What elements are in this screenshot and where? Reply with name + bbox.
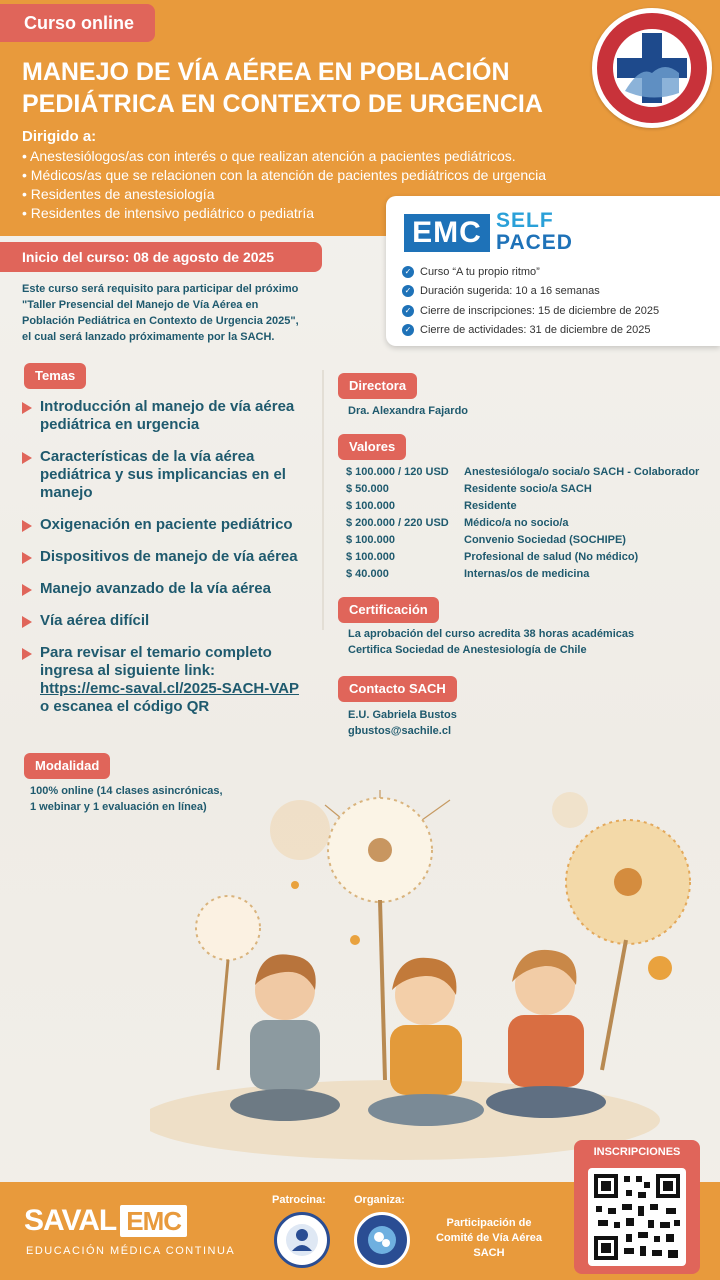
syllabus-link[interactable]: https://emc-saval.cl/2025-SACH-VAP [40,680,299,697]
tema-item [22,398,322,434]
valor-desc: Médico/a no socio/a [464,517,569,529]
valor-row [346,566,699,583]
valor-desc: Anestesióloga/o socia/o SACH - Colaborador [464,466,700,478]
temas-label: Temas [24,363,86,389]
valores-label: Valores [338,434,406,460]
feature-text: Curso “A tu propio ritmo” [420,265,540,278]
valor-price: $ 100.000 [346,500,395,512]
requirement-text [22,281,322,345]
self-label: SELF [496,209,554,232]
feature-row [402,321,659,341]
arrow-icon [22,452,32,464]
audience-heading: Dirigido a: [22,128,97,145]
inscripciones-qr-box[interactable] [574,1140,700,1274]
tema-item [22,516,322,534]
feature-text: Cierre de inscripciones: 15 de diciembre de 2025 [420,304,660,317]
title-line: MANEJO DE VÍA AÉREA EN POBLACIÓN [22,58,510,86]
valor-row [346,481,699,498]
organizer-logo [354,1212,410,1268]
emc-features [402,262,659,340]
check-icon: ✓ [402,324,414,336]
feature-row [402,282,659,302]
requirement-line: Este curso será requisito para participar del próximo [22,283,299,295]
column-divider [322,370,324,630]
tema-line: Oxigenación en paciente pediátrico [40,516,293,533]
check-icon: ✓ [402,285,414,297]
tema-line: ingresa al siguiente link: [40,662,216,679]
tema-item [22,448,322,502]
certificacion-line: Certifica Sociedad de Anestesiología de Chile [348,644,587,656]
saval-emc-logo [24,1204,187,1238]
feature-text: Duración sugerida: 10 a 16 semanas [420,285,600,298]
qr-code[interactable] [588,1168,686,1266]
valor-price: $ 200.000 / 220 USD [346,517,449,529]
valor-row [346,498,699,515]
valor-price: $ 100.000 [346,551,395,563]
tema-line: Introducción al manejo de vía aérea [40,398,295,415]
valor-row [346,515,699,532]
modalidad-line: 100% online (14 clases asincrónicas, [30,785,223,797]
tema-line: o escanea el código QR [40,698,210,715]
saval-subtitle: EDUCACIÓN MÉDICA CONTINUA [26,1245,236,1257]
valor-row [346,464,699,481]
tema-line: Para revisar el temario completo [40,644,272,661]
valor-price: $ 100.000 [346,534,395,546]
participacion-text: Participación de Comité de Vía Aérea SACH [436,1217,542,1259]
valores-table [346,464,699,583]
contacto-text [348,707,457,739]
organiza-label: Organiza: [354,1194,405,1206]
tema-line: Manejo avanzado de la vía aérea [40,580,271,597]
directora-name: Dra. Alexandra Fajardo [348,405,469,417]
tema-item [22,580,322,598]
emc-logo: EMC [404,214,490,252]
valor-desc: Residente [464,500,517,512]
tema-item [22,548,322,566]
feature-text: Cierre de actividades: 31 de diciembre de 2025 [420,324,651,337]
temas-list [22,398,322,730]
arrow-icon [22,616,32,628]
feature-row [402,262,659,282]
start-date-banner: Inicio del curso: 08 de agosto de 2025 [0,242,322,272]
arrow-icon [22,584,32,596]
certificacion-text [348,626,634,658]
valor-desc: Convenio Sociedad (SOCHIPE) [464,534,626,546]
requirement-line: el cual será lanzado próximamente por la SACH. [22,331,275,343]
requirement-line: Población Pediátrica en Contexto de Urgencia 2025", [22,315,299,327]
course-title [22,56,602,120]
contacto-label: Contacto SACH [338,676,457,702]
valor-price: $ 50.000 [346,483,389,495]
course-type-badge: Curso online [0,4,155,42]
saval-text: SAVAL [24,1204,117,1237]
arrow-icon [22,552,32,564]
emc-self-paced-card [386,196,720,346]
sach-seal-logo [592,8,712,128]
audience-item: • Residentes de anestesiología [22,185,546,204]
title-line: PEDIÁTRICA EN CONTEXTO DE URGENCIA [22,90,543,118]
sponsor-logo [274,1212,330,1268]
tema-line: manejo [40,484,93,501]
paced-label: PACED [496,231,573,254]
tema-item [22,612,322,630]
audience-item: • Anestesiólogos/as con interés o que realizan atención a pacientes pediátricos. [22,147,546,166]
modalidad-line: 1 webinar y 1 evaluación en línea) [30,801,207,813]
inscripciones-label: INSCRIPCIONES [593,1146,681,1158]
self-paced-label [496,210,573,254]
valor-desc: Profesional de salud (No médico) [464,551,639,563]
emc-text: EMC [120,1205,187,1237]
audience-item: • Médicos/as que se relacionen con la atención de pacientes pediátricos de urgencia [22,166,546,185]
valor-row [346,532,699,549]
valor-desc: Internas/os de medicina [464,568,590,580]
tema-line: pediátrica y sus implicancias en el [40,466,286,483]
check-icon: ✓ [402,266,414,278]
arrow-icon [22,648,32,660]
certificacion-label: Certificación [338,597,439,623]
tema-line: pediátrica en urgencia [40,416,200,433]
tema-line: Características de la vía aérea [40,448,255,465]
audience-item: • Residentes de intensivo pediátrico o pediatría [22,204,546,223]
directora-label: Directora [338,373,417,399]
certificacion-line: La aprobación del curso acredita 38 horas académicas [348,628,635,640]
valor-row [346,549,699,566]
valor-price: $ 100.000 / 120 USD [346,466,449,478]
requirement-line: "Taller Presencial del Manejo de Vía Aérea en [22,299,259,311]
tema-line: Vía aérea difícil [40,612,150,629]
children-dandelion-illustration [150,790,720,1190]
valor-desc: Residente socio/a SACH [464,483,592,495]
arrow-icon [22,520,32,532]
arrow-icon [22,402,32,414]
feature-row [402,301,659,321]
contacto-email[interactable]: gbustos@sachile.cl [348,725,452,737]
tema-line: Dispositivos de manejo de vía aérea [40,548,298,565]
valor-price: $ 40.000 [346,568,389,580]
patrocina-label: Patrocina: [272,1194,326,1206]
check-icon: ✓ [402,305,414,317]
contacto-name: E.U. Gabriela Bustos [348,709,457,721]
tema-item [22,644,322,716]
modalidad-label: Modalidad [24,753,110,779]
